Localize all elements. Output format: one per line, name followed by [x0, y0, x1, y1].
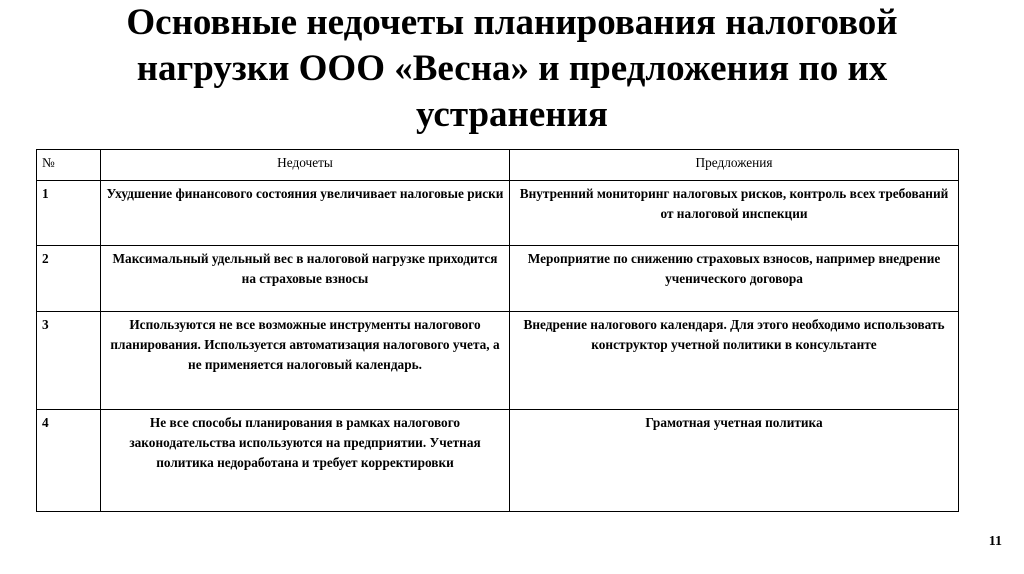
row-number: 1: [37, 181, 101, 246]
table-header-row: [37, 150, 959, 181]
slide-title-line-2: нагрузки ООО «Весна» и предложения по их: [136, 48, 888, 89]
row-deficiency: Не все способы планирования в рамках налогового законодательства используются на предприятии. Учетная политика недоработана и требует корректировки: [101, 410, 510, 512]
row-number: 2: [37, 246, 101, 312]
table-row: [37, 410, 959, 512]
table-row: [37, 312, 959, 410]
row-number: 4: [37, 410, 101, 512]
row-deficiency: Используются не все возможные инструменты налогового планирования. Используется автоматизация налогового учета, а не применяется налоговый календарь.: [101, 312, 510, 410]
table-row: [37, 181, 959, 246]
row-deficiency: Максимальный удельный вес в налоговой нагрузке приходится на страховые взносы: [101, 246, 510, 312]
slide-title-line-3: устранения: [416, 94, 608, 135]
slide-title: [20, 0, 1004, 138]
slide-title-line-1: Основные недочеты планирования налоговой: [126, 2, 898, 43]
deficiencies-table: [36, 149, 959, 512]
header-deficiencies: Недочеты: [101, 150, 510, 181]
row-deficiency: Ухудшение финансового состояния увеличивает налоговые риски: [101, 181, 510, 246]
row-proposal: Внутренний мониторинг налоговых рисков, контроль всех требований от налоговой инспекции: [510, 181, 959, 246]
slide-number: 11: [988, 534, 1002, 549]
row-number: 3: [37, 312, 101, 410]
row-proposal: Грамотная учетная политика: [510, 410, 959, 512]
header-number: №: [37, 150, 101, 181]
row-proposal: Мероприятие по снижению страховых взносов, например внедрение ученического договора: [510, 246, 959, 312]
row-proposal: Внедрение налогового календаря. Для этого необходимо использовать конструктор учетной политики в консультанте: [510, 312, 959, 410]
header-proposals: Предложения: [510, 150, 959, 181]
table-row: [37, 246, 959, 312]
